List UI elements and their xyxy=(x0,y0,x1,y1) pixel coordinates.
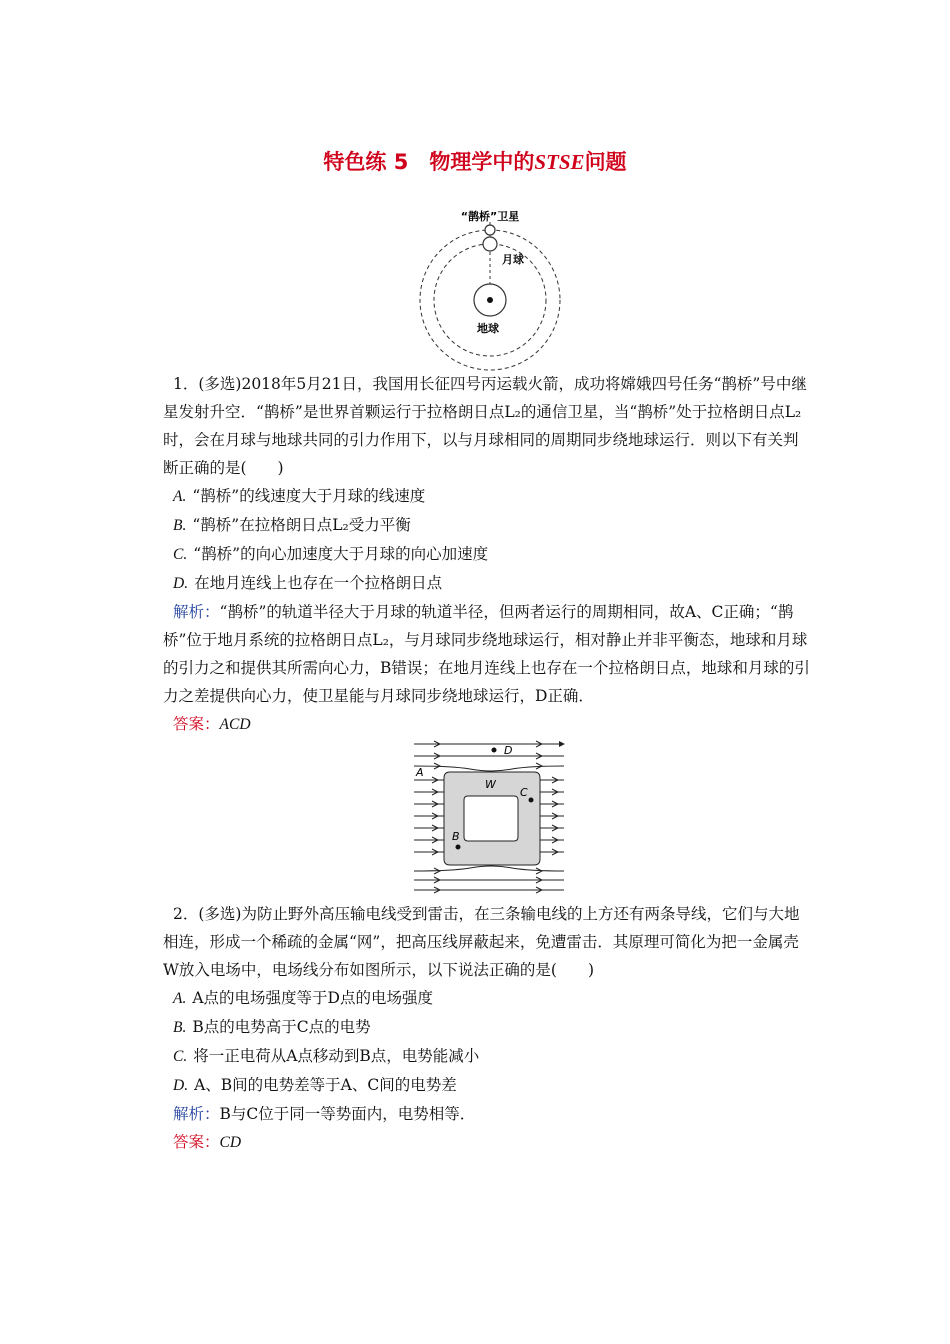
point-c-dot xyxy=(529,798,534,803)
q2-option-c: C. 将一正电荷从A点移动到B点，电势能减小 xyxy=(173,1047,480,1065)
q1-option-d: D. 在地月连线上也存在一个拉格朗日点 xyxy=(173,574,443,592)
point-d-dot xyxy=(492,748,497,753)
page-title: 特色练 5 物理学中的STSE问题 xyxy=(323,150,627,174)
question-1 xyxy=(163,370,813,739)
orbit-diagram xyxy=(410,200,570,372)
label-c: C xyxy=(520,786,528,799)
left-field-lines xyxy=(414,777,444,855)
moon-label: 月球 xyxy=(502,253,524,266)
question-2 xyxy=(163,900,813,1157)
earth-label: 地球 xyxy=(477,322,499,335)
point-b-dot xyxy=(456,845,461,850)
q2-answer: 答案：CD xyxy=(173,1133,242,1151)
right-field-lines xyxy=(540,777,564,855)
q1-option-b: B. “鹊桥”在拉格朗日点L₂受力平衡 xyxy=(173,516,411,534)
field-diagram xyxy=(412,738,568,894)
question-2-stem: 2．(多选)为防止野外高压输电线受到雷击，在三条输电线的上方还有两条导线，它们与大地相连，形成一个稀疏的金属“网”，把高压线屏蔽起来，免遭雷击．其原理可简化为把一金属壳W放入电场中，电场线分布如图所示，以下说法正确的是( ) xyxy=(163,905,800,979)
label-d: D xyxy=(504,744,513,757)
satellite-label: “鹊桥”卫星 xyxy=(460,210,520,223)
q2-option-d: D. A、B间的电势差等于A、C间的电势差 xyxy=(173,1076,457,1094)
q1-option-a: A. “鹊桥”的线速度大于月球的线速度 xyxy=(173,487,426,505)
q2-option-a: A. A点的电场强度等于D点的电场强度 xyxy=(173,989,433,1007)
q2-option-b: B. B点的电势高于C点的电势 xyxy=(173,1018,371,1036)
moon-circle xyxy=(483,237,497,251)
earth-center-dot xyxy=(487,297,493,303)
satellite-circle xyxy=(485,225,495,235)
q2-analysis: 解析：B与C位于同一等势面内，电势相等． xyxy=(173,1105,476,1123)
q1-answer: 答案：ACD xyxy=(173,715,251,733)
question-1-stem: 1．(多选)2018年5月21日，我国用长征四号丙运载火箭，成功将嫦娥四号任务“鹊桥”号中继星发射升空．“鹊桥”是世界首颗运行于拉格朗日点L₂的通信卫星，当“鹊桥”处于拉格朗日点L₂时，会在月球与地球共同的引力作用下，以与月球相同的周期同步绕地球运行．则以下有关判断正确的是( ) xyxy=(163,375,807,477)
label-b: B xyxy=(452,830,460,843)
label-w: W xyxy=(485,778,496,791)
q1-analysis: 解析：“鹊桥”的轨道半径大于月球的轨道半径，但两者运行的周期相同，故A、C正确；“鹊桥”位于地月系统的拉格朗日点L₂，与月球同步绕地球运行，相对静止并非平衡态，地球和月球的引力之和提供其所需向心力，B错误；在地月连线上也存在一个拉格朗日点，地球和月球的引力之差提供向心力，使卫星能与月球同步绕地球运行，D正确． xyxy=(163,603,810,705)
q1-option-c: C. “鹊桥”的向心加速度大于月球的向心加速度 xyxy=(173,545,489,563)
label-a: A xyxy=(416,766,424,779)
